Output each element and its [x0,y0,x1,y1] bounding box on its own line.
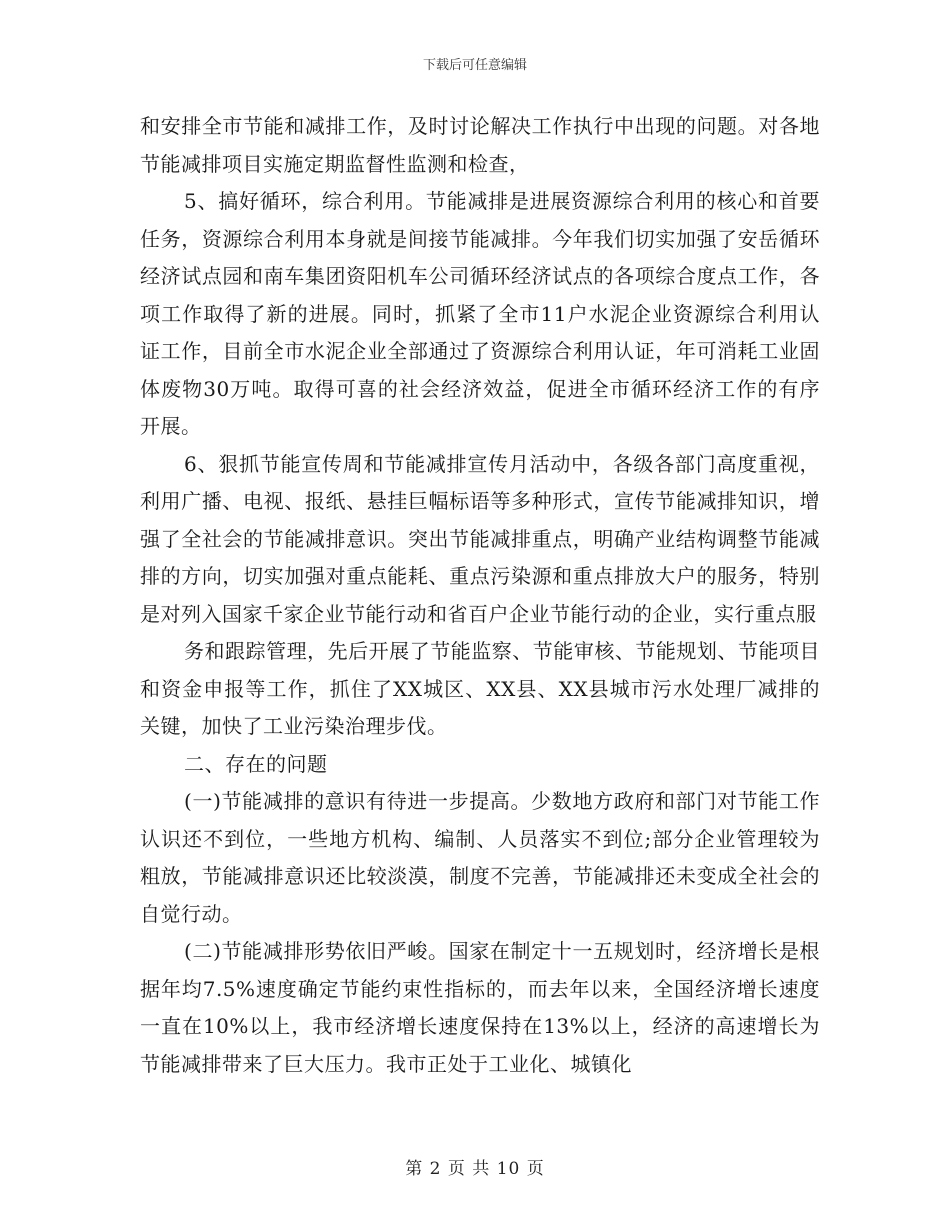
document-body [140,108,820,1083]
paragraph-1: 和安排全市节能和减排工作，及时讨论解决工作执行中出现的问题。对各地节能减排项目实施定期监督性监测和检查， [140,114,820,176]
paragraph-6: (二)节能减排形势依旧严峻。国家在制定十一五规划时，经济增长是根据年均7.5%速度确定节能约束性指标的，而去年以来，全国经济增长速度一直在10%以上，我市经济增长速度保持在13%以上，经济的高速增长为节能减排带来了巨大压力。我市正处于工业化、城镇化 [140,939,820,1076]
section-heading: 二、存在的问题 [184,751,328,776]
page-header-note: 下载后可任意编辑 [422,58,527,73]
page-number: 第 2 页 共 10 页 [405,1159,545,1179]
paragraph-5: (一)节能减排的意识有待进一步提高。少数地方政府和部门对节能工作认识还不到位，一些地方机构、编制、人员落实不到位;部分企业管理较为粗放，节能减排意识还比较淡漠，制度不完善，节能减排还未变成全社会的自觉行动。 [140,789,820,926]
paragraph-2: 5、搞好循环，综合利用。节能减排是进展资源综合利用的核心和首要任务，资源综合利用本身就是间接节能减排。今年我们切实加强了安岳循环经济试点园和南车集团资阳机车公司循环经济试点的各项综合度点工作，各项工作取得了新的进展。同时，抓紧了全市11户水泥企业资源综合利用认证工作，目前全市水泥企业全部通过了资源综合利用认证，年可消耗工业固体废物30万吨。取得可喜的社会经济效益，促进全市循环经济工作的有序开展。 [140,189,820,438]
paragraph-4: 务和跟踪管理，先后开展了节能监察、节能审核、节能规划、节能项目和资金申报等工作，抓住了XX城区、XX县、XX县城市污水处理厂减排的关键，加快了工业污染治理步伐。 [140,639,820,738]
paragraph-3: 6、狠抓节能宣传周和节能减排宣传月活动中，各级各部门高度重视，利用广播、电视、报纸、悬挂巨幅标语等多种形式，宣传节能减排知识，增强了全社会的节能减排意识。突出节能减排重点，明确产业结构调整节能减排的方向，切实加强对重点能耗、重点污染源和重点排放大户的服务，特别是对列入国家千家企业节能行动和省百户企业节能行动的企业，实行重点服 [140,451,820,626]
